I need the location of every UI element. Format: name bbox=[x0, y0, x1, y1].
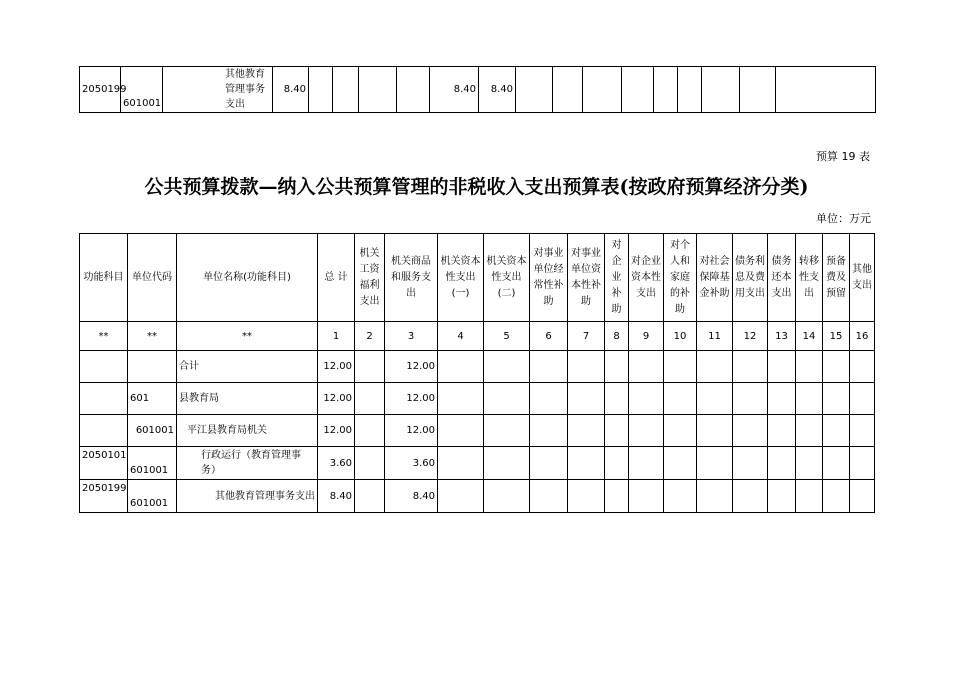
value-cell: 12.00 bbox=[385, 383, 438, 415]
empty-cell bbox=[629, 447, 664, 480]
header-col-2 bbox=[355, 234, 385, 322]
value-cell: 8.40 bbox=[385, 480, 438, 513]
empty-cell bbox=[850, 415, 875, 447]
unit-code: 601001 bbox=[128, 480, 177, 513]
empty-cell bbox=[629, 415, 664, 447]
empty-cell bbox=[823, 351, 850, 383]
empty-cell bbox=[823, 415, 850, 447]
empty-cell bbox=[664, 383, 697, 415]
header-text: 对企业资本性支出 bbox=[631, 255, 661, 299]
empty-cell bbox=[605, 351, 629, 383]
empty-cell bbox=[697, 447, 733, 480]
empty-cell bbox=[733, 351, 768, 383]
unit-code: 601001 bbox=[121, 67, 163, 113]
budget-table bbox=[79, 233, 875, 513]
column-number: 16 bbox=[850, 322, 875, 351]
total-value: 8.40 bbox=[318, 480, 355, 513]
table-row bbox=[80, 447, 875, 480]
empty-cell bbox=[733, 383, 768, 415]
total-value: 12.00 bbox=[318, 383, 355, 415]
total-value: 12.00 bbox=[318, 351, 355, 383]
column-number: 12 bbox=[733, 322, 768, 351]
unit-name-text: 其他教育管理事务支出 bbox=[225, 69, 265, 110]
function-code bbox=[80, 383, 128, 415]
value-cell: 12.00 bbox=[385, 351, 438, 383]
header-function-code: 功能科目 bbox=[80, 234, 128, 322]
empty-cell bbox=[568, 351, 605, 383]
empty-cell bbox=[776, 67, 876, 113]
empty-cell bbox=[796, 480, 823, 513]
empty-cell bbox=[768, 480, 796, 513]
header-col-15 bbox=[823, 234, 850, 322]
column-number: 15 bbox=[823, 322, 850, 351]
header-col-14 bbox=[796, 234, 823, 322]
empty-cell bbox=[553, 67, 583, 113]
empty-cell bbox=[484, 415, 530, 447]
header-text: 对事业单位资本性补助 bbox=[571, 247, 601, 307]
header-text: 对事业单位经常性补助 bbox=[533, 247, 564, 307]
header-text: 机关资本性支出(一) bbox=[440, 255, 481, 299]
empty-cell bbox=[664, 351, 697, 383]
value-cell: 8.40 bbox=[430, 67, 479, 113]
unit-name bbox=[163, 67, 273, 113]
empty-cell bbox=[733, 447, 768, 480]
header-col-7 bbox=[568, 234, 605, 322]
table-row bbox=[80, 480, 875, 513]
empty-cell bbox=[359, 67, 397, 113]
header-col-16 bbox=[850, 234, 875, 322]
column-number: 6 bbox=[530, 322, 568, 351]
empty-cell bbox=[605, 480, 629, 513]
empty-cell bbox=[678, 67, 702, 113]
column-number-row bbox=[80, 322, 875, 351]
total-value: 3.60 bbox=[318, 447, 355, 480]
column-number: 8 bbox=[605, 322, 629, 351]
empty-cell bbox=[654, 67, 678, 113]
value-cell: 12.00 bbox=[385, 415, 438, 447]
unit-code: 601 bbox=[128, 383, 177, 415]
unit-code: 601001 bbox=[128, 415, 177, 447]
table-row bbox=[80, 415, 875, 447]
column-number: 10 bbox=[664, 322, 697, 351]
unit-code: 601001 bbox=[128, 447, 177, 480]
previous-table-fragment bbox=[79, 66, 876, 113]
empty-cell bbox=[484, 383, 530, 415]
unit-name: 其他教育管理事务支出 bbox=[177, 480, 318, 513]
empty-cell bbox=[664, 447, 697, 480]
column-number: 4 bbox=[438, 322, 484, 351]
empty-cell bbox=[850, 383, 875, 415]
unit-code bbox=[128, 351, 177, 383]
table-row bbox=[80, 351, 875, 383]
column-number: 13 bbox=[768, 322, 796, 351]
header-text: 对个人和家庭的补助 bbox=[670, 239, 690, 315]
empty-cell bbox=[605, 383, 629, 415]
column-number: ** bbox=[128, 322, 177, 351]
empty-cell bbox=[697, 383, 733, 415]
empty-cell bbox=[530, 351, 568, 383]
empty-cell bbox=[850, 351, 875, 383]
empty-cell bbox=[516, 67, 553, 113]
empty-cell bbox=[629, 351, 664, 383]
column-number: 3 bbox=[385, 322, 438, 351]
empty-cell bbox=[605, 447, 629, 480]
empty-cell bbox=[796, 447, 823, 480]
table-row bbox=[80, 383, 875, 415]
empty-cell bbox=[733, 415, 768, 447]
empty-cell bbox=[697, 480, 733, 513]
empty-cell bbox=[568, 415, 605, 447]
empty-cell bbox=[484, 447, 530, 480]
empty-cell bbox=[796, 351, 823, 383]
column-number: 2 bbox=[355, 322, 385, 351]
value-cell: 8.40 bbox=[479, 67, 516, 113]
unit-label: 单位：万元 bbox=[816, 212, 871, 225]
empty-cell bbox=[622, 67, 654, 113]
header-total: 总 计 bbox=[318, 234, 355, 322]
table-number: 预算 19 表 bbox=[816, 150, 870, 163]
header-text: 债务还本支出 bbox=[771, 255, 792, 299]
column-number: 14 bbox=[796, 322, 823, 351]
empty-cell bbox=[823, 480, 850, 513]
empty-cell bbox=[697, 351, 733, 383]
header-text: 机关商品和服务支出 bbox=[391, 255, 431, 299]
empty-cell bbox=[796, 415, 823, 447]
empty-cell bbox=[530, 415, 568, 447]
header-col-12 bbox=[733, 234, 768, 322]
header-col-3 bbox=[385, 234, 438, 322]
header-text: 预备费及预留 bbox=[826, 255, 846, 299]
empty-cell bbox=[568, 480, 605, 513]
header-col-5 bbox=[484, 234, 530, 322]
empty-cell bbox=[850, 480, 875, 513]
column-number: 5 bbox=[484, 322, 530, 351]
empty-cell bbox=[850, 447, 875, 480]
column-number: 1 bbox=[318, 322, 355, 351]
total-value: 8.40 bbox=[273, 67, 309, 113]
empty-cell bbox=[438, 415, 484, 447]
empty-cell bbox=[823, 383, 850, 415]
header-text: 其他支出 bbox=[852, 263, 872, 291]
empty-cell bbox=[355, 415, 385, 447]
empty-cell bbox=[583, 67, 622, 113]
header-col-10 bbox=[664, 234, 697, 322]
empty-cell bbox=[796, 383, 823, 415]
empty-cell bbox=[768, 447, 796, 480]
unit-name: 行政运行（教育管理事务） bbox=[177, 447, 318, 480]
empty-cell bbox=[355, 351, 385, 383]
empty-cell bbox=[823, 447, 850, 480]
empty-cell bbox=[438, 351, 484, 383]
empty-cell bbox=[484, 480, 530, 513]
unit-name: 县教育局 bbox=[177, 383, 318, 415]
empty-cell bbox=[530, 383, 568, 415]
header-col-9 bbox=[629, 234, 664, 322]
empty-cell bbox=[438, 383, 484, 415]
table-row bbox=[80, 67, 876, 113]
value-cell: 3.60 bbox=[385, 447, 438, 480]
header-col-11 bbox=[697, 234, 733, 322]
empty-cell bbox=[568, 383, 605, 415]
header-text: 机关资本性支出(二) bbox=[486, 255, 527, 299]
column-number: ** bbox=[177, 322, 318, 351]
function-code: 2050101 bbox=[80, 447, 128, 480]
empty-cell bbox=[438, 480, 484, 513]
column-number: 11 bbox=[697, 322, 733, 351]
empty-cell bbox=[333, 67, 359, 113]
empty-cell bbox=[697, 415, 733, 447]
header-text: 机关工资福利支出 bbox=[359, 247, 380, 307]
empty-cell bbox=[702, 67, 740, 113]
empty-cell bbox=[438, 447, 484, 480]
unit-name: 平江县教育局机关 bbox=[177, 415, 318, 447]
empty-cell bbox=[740, 67, 776, 113]
header-col-4 bbox=[438, 234, 484, 322]
empty-cell bbox=[664, 480, 697, 513]
empty-cell bbox=[629, 480, 664, 513]
column-number: 7 bbox=[568, 322, 605, 351]
empty-cell bbox=[355, 480, 385, 513]
column-number: ** bbox=[80, 322, 128, 351]
header-unit-name: 单位名称(功能科目) bbox=[177, 234, 318, 322]
header-text: 转移性支出 bbox=[799, 255, 819, 299]
total-value: 12.00 bbox=[318, 415, 355, 447]
unit-name: 合计 bbox=[177, 351, 318, 383]
function-code bbox=[80, 415, 128, 447]
header-col-8 bbox=[605, 234, 629, 322]
empty-cell bbox=[309, 67, 333, 113]
empty-cell bbox=[530, 447, 568, 480]
empty-cell bbox=[768, 351, 796, 383]
empty-cell bbox=[568, 447, 605, 480]
header-text: 对社会保障基金补助 bbox=[699, 255, 730, 299]
function-code: 2050199 bbox=[80, 480, 128, 513]
empty-cell bbox=[397, 67, 430, 113]
header-text: 对企业补助 bbox=[611, 239, 622, 315]
empty-cell bbox=[484, 351, 530, 383]
header-text: 债务利息及费用支出 bbox=[735, 255, 765, 299]
function-code bbox=[80, 351, 128, 383]
empty-cell bbox=[768, 383, 796, 415]
header-col-6 bbox=[530, 234, 568, 322]
empty-cell bbox=[664, 415, 697, 447]
page-title: 公共预算拨款—纳入公共预算管理的非税收入支出预算表(按政府预算经济分类) bbox=[144, 176, 809, 198]
empty-cell bbox=[733, 480, 768, 513]
header-col-13 bbox=[768, 234, 796, 322]
function-code: 2050199 bbox=[80, 67, 121, 113]
header-unit-code: 单位代码 bbox=[128, 234, 177, 322]
empty-cell bbox=[355, 383, 385, 415]
header-row bbox=[80, 234, 875, 322]
empty-cell bbox=[530, 480, 568, 513]
empty-cell bbox=[768, 415, 796, 447]
empty-cell bbox=[605, 415, 629, 447]
empty-cell bbox=[629, 383, 664, 415]
column-number: 9 bbox=[629, 322, 664, 351]
empty-cell bbox=[355, 447, 385, 480]
